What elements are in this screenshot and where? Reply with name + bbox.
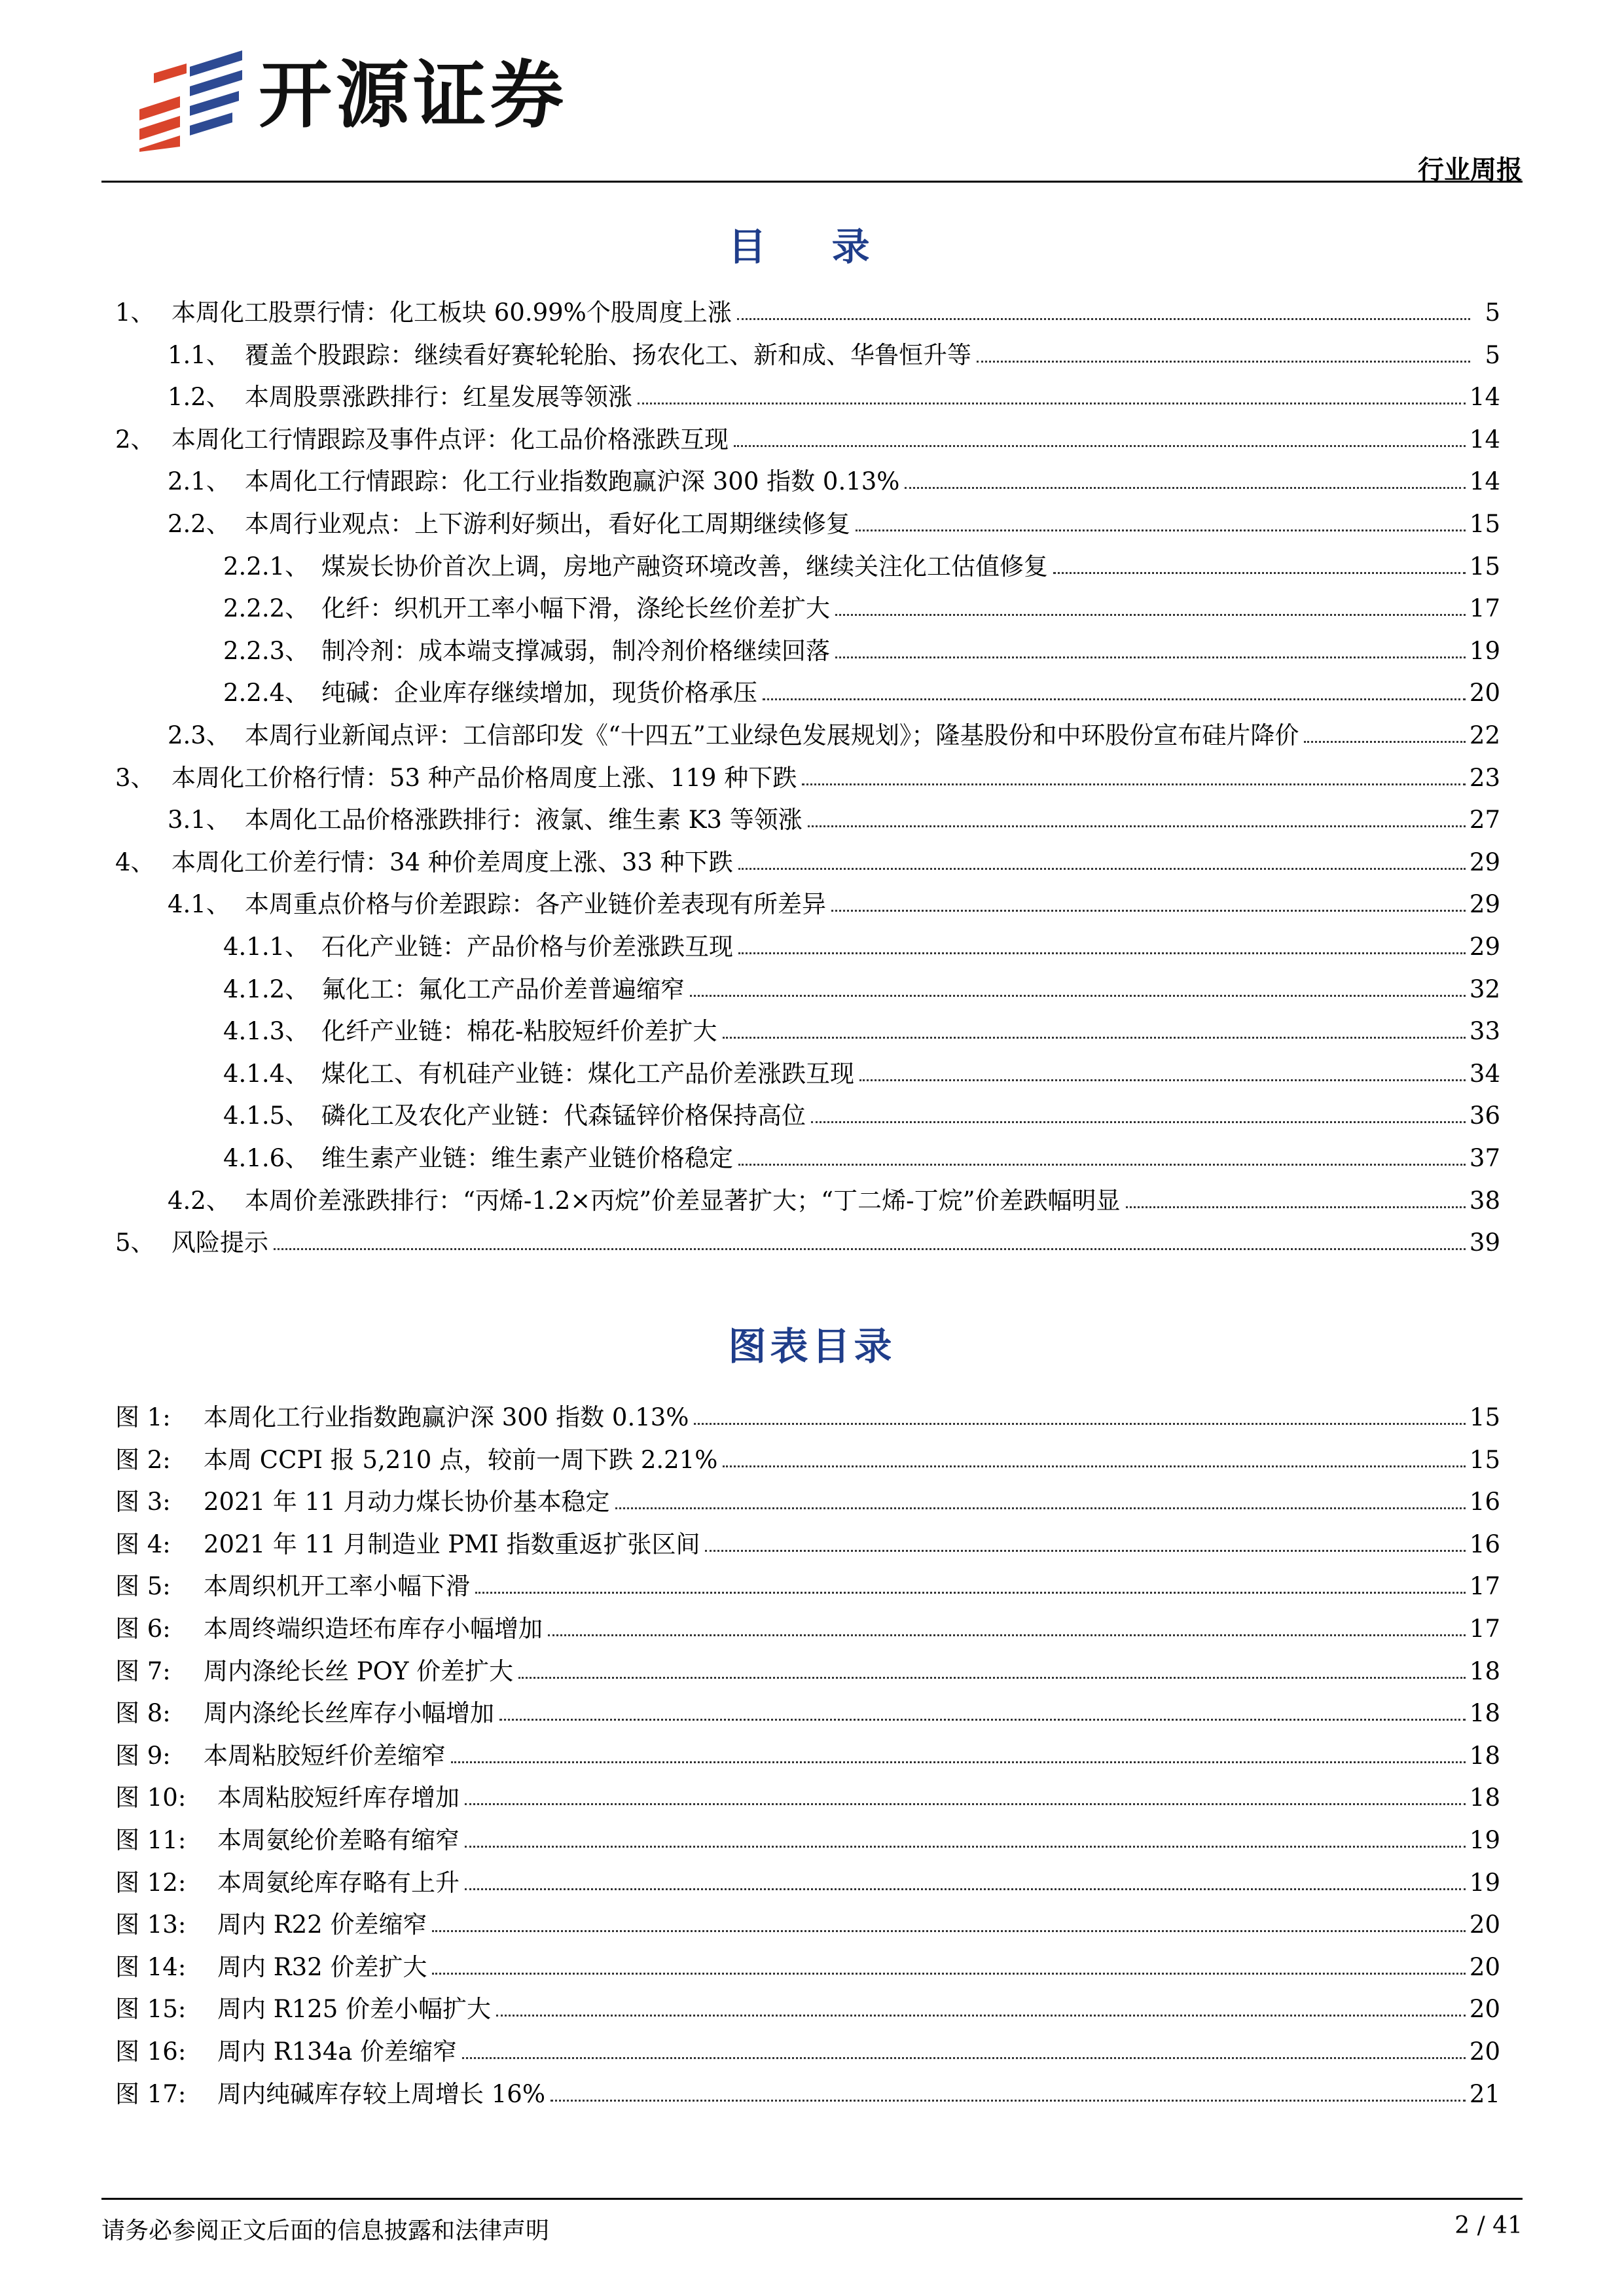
dot-leader: [465, 1888, 1466, 1890]
entry-page-number: 21: [1469, 2079, 1500, 2108]
entry-page-number: 19: [1469, 1868, 1500, 1897]
toc-entry[interactable]: [115, 494, 1500, 536]
dot-leader: [550, 2100, 1466, 2102]
entry-number: 2.2.3、: [223, 636, 310, 665]
entry-page-number: 16: [1469, 1488, 1500, 1516]
figure-entry[interactable]: [115, 1430, 1500, 1472]
entry-page-number: 33: [1469, 1017, 1500, 1046]
entry-page-number: 15: [1469, 1403, 1500, 1431]
entry-page-number: 38: [1469, 1186, 1500, 1215]
figure-entry[interactable]: [115, 1979, 1500, 2024]
figure-entry[interactable]: [115, 1641, 1500, 1683]
entry-title: 本周化工行情跟踪及事件点评：化工品价格涨跌互现: [171, 425, 729, 454]
entry-number: 2.3、: [168, 721, 230, 749]
entry-page-number: 15: [1469, 552, 1500, 581]
dot-leader: [615, 1507, 1466, 1509]
entry-title: 本周化工股票行情：化工板块 60.99%个股周度上涨: [171, 298, 732, 327]
entry-title: 本周行业新闻点评：工信部印发《“十四五”工业绿色发展规划》；隆基股份和中环股份宣布硅片降价: [245, 721, 1299, 749]
dot-leader: [802, 783, 1466, 785]
entry-title: 化纤产业链：棉花-粘胶短纤价差扩大: [321, 1017, 717, 1046]
toc-entry[interactable]: [115, 874, 1500, 919]
entry-number: 2.1、: [168, 467, 230, 496]
toc-title: 目 录: [728, 224, 896, 269]
entry-page-number: 18: [1469, 1784, 1500, 1812]
entry-title: 2021 年 11 月动力煤长协价基本稳定: [204, 1488, 610, 1516]
entry-page-number: 36: [1469, 1102, 1500, 1130]
entry-number: 图 12:: [115, 1868, 187, 1897]
dot-leader: [690, 995, 1466, 997]
entry-title: 周内 R134a 价差缩窄: [217, 2037, 458, 2066]
dot-leader: [859, 1079, 1466, 1081]
entry-number: 图 16:: [115, 2037, 187, 2066]
entry-number: 1.1、: [168, 340, 230, 369]
dot-leader: [734, 445, 1466, 447]
figure-entry[interactable]: [115, 1556, 1500, 1601]
figure-entry[interactable]: [115, 1937, 1500, 1979]
entry-page-number: 20: [1469, 1995, 1500, 2024]
dot-leader: [462, 2057, 1466, 2059]
figures-title: 图表目录: [728, 1324, 896, 1369]
toc-entry[interactable]: [115, 283, 1500, 325]
toc-entry[interactable]: [115, 748, 1500, 790]
entry-page-number: 20: [1469, 1910, 1500, 1939]
dot-leader: [977, 361, 1470, 363]
toc-entry[interactable]: [115, 621, 1500, 663]
entry-number: 1、: [115, 298, 155, 327]
figure-entry[interactable]: [115, 1810, 1500, 1852]
entry-title: 本周粘胶短纤价差缩窄: [204, 1741, 446, 1770]
entry-title: 周内 R32 价差扩大: [217, 1952, 427, 1981]
dot-leader: [835, 614, 1466, 616]
entry-number: 4、: [115, 848, 155, 876]
entry-number: 图 4:: [115, 1530, 171, 1558]
dot-leader: [856, 529, 1466, 531]
entry-title: 煤化工、有机硅产业链：煤化工产品价差涨跌互现: [321, 1059, 854, 1088]
dot-leader: [835, 656, 1466, 658]
dot-leader: [465, 1803, 1466, 1805]
entry-title: 本周价差涨跌排行：“丙烯-1.2×丙烷”价差显著扩大；“丁二烯-丁烷”价差跌幅明显: [245, 1186, 1121, 1215]
entry-number: 4.1.6、: [223, 1144, 310, 1172]
dot-leader: [723, 1037, 1466, 1039]
toc-entry[interactable]: [115, 410, 1500, 452]
figure-entry[interactable]: [115, 1726, 1500, 1768]
entry-number: 5、: [115, 1229, 155, 1257]
entry-title: 本周氨纶库存略有上升: [217, 1868, 460, 1897]
entry-number: 图 5:: [115, 1572, 171, 1601]
entry-number: 4.2、: [168, 1186, 230, 1215]
entry-title: 覆盖个股跟踪：继续看好赛轮轮胎、扬农化工、新和成、华鲁恒升等: [245, 340, 971, 369]
entry-title: 本周股票涨跌排行：红星发展等领涨: [245, 383, 632, 412]
dot-leader: [1126, 1206, 1466, 1208]
entry-title: 本周化工价格行情：53 种产品价格周度上涨、119 种下跌: [171, 763, 797, 792]
entry-page-number: 18: [1469, 1657, 1500, 1685]
dot-leader: [432, 1973, 1465, 1975]
entry-number: 2.2、: [168, 510, 230, 538]
document-type: 行业周报: [1418, 154, 1523, 185]
entry-title: 磷化工及农化产业链：代森锰锌价格保持高位: [321, 1102, 806, 1130]
entry-page-number: 20: [1469, 1952, 1500, 1981]
entry-page-number: 18: [1469, 1741, 1500, 1770]
figure-entry[interactable]: [115, 1768, 1500, 1810]
entry-number: 图 6:: [115, 1615, 171, 1643]
entry-number: 图 10:: [115, 1784, 187, 1812]
entry-title: 本周织机开工率小幅下滑: [204, 1572, 470, 1601]
toc-entry[interactable]: [115, 537, 1500, 579]
entry-title: 维生素产业链：维生素产业链价格稳定: [321, 1144, 733, 1172]
entry-page-number: 14: [1469, 467, 1500, 496]
dot-leader: [723, 1465, 1466, 1467]
logo-mark-icon: [134, 47, 245, 152]
dot-leader: [694, 1423, 1465, 1425]
toc-entry[interactable]: [115, 325, 1500, 367]
toc-entry[interactable]: [115, 917, 1500, 959]
entry-number: 3、: [115, 763, 155, 792]
dot-leader: [1304, 741, 1466, 743]
entry-number: 图 14:: [115, 1952, 187, 1981]
entry-title: 周内 R22 价差缩窄: [217, 1910, 427, 1939]
footer-disclaimer: 请务必参阅正文后面的信息披露和法律声明: [101, 2217, 550, 2244]
entry-page-number: 17: [1469, 1615, 1500, 1643]
dot-leader: [548, 1634, 1466, 1636]
entry-title: 本周氨纶价差略有缩窄: [217, 1826, 460, 1854]
entry-number: 图 9:: [115, 1741, 171, 1770]
entry-page-number: 29: [1469, 890, 1500, 919]
entry-title: 本周重点价格与价差跟踪：各产业链价差表现有所差异: [245, 890, 826, 919]
toc-entry[interactable]: [115, 1086, 1500, 1128]
dot-leader: [499, 1719, 1466, 1721]
entry-number: 图 11:: [115, 1826, 187, 1854]
dot-leader: [905, 487, 1465, 489]
entry-number: 图 15:: [115, 1995, 187, 2024]
entry-page-number: 16: [1469, 1530, 1500, 1558]
dot-leader: [811, 1121, 1466, 1123]
entry-number: 2、: [115, 425, 155, 454]
entry-title: 氟化工：氟化工产品价差普遍缩窄: [321, 975, 685, 1003]
entry-page-number: 23: [1469, 763, 1500, 792]
entry-title: 周内纯碱库存较上周增长 16%: [217, 2079, 545, 2108]
entry-title: 本周粘胶短纤库存增加: [217, 1784, 460, 1812]
dot-leader: [763, 698, 1466, 700]
toc-entry[interactable]: [115, 1171, 1500, 1213]
entry-page-number: 14: [1469, 425, 1500, 454]
figure-entry[interactable]: [115, 2022, 1500, 2064]
entry-page-number: 15: [1469, 1445, 1500, 1474]
entry-title: 本周化工行情跟踪：化工行业指数跑赢沪深 300 指数 0.13%: [245, 467, 900, 496]
entry-number: 图 7:: [115, 1657, 171, 1685]
entry-title: 石化产业链：产品价格与价差涨跌互现: [321, 933, 733, 961]
entry-number: 4.1.3、: [223, 1017, 310, 1046]
dot-leader: [274, 1248, 1466, 1250]
page-number: 2 / 41: [1454, 2212, 1523, 2239]
entry-number: 2.2.1、: [223, 552, 310, 581]
entry-page-number: 22: [1469, 721, 1500, 749]
toc-entry[interactable]: [115, 1213, 1500, 1255]
figure-entry[interactable]: [115, 1388, 1500, 1429]
dot-leader: [1053, 572, 1466, 574]
figure-entry[interactable]: [115, 1683, 1500, 1728]
dot-leader: [451, 1761, 1466, 1763]
toc-entry[interactable]: [115, 1044, 1500, 1086]
entry-page-number: 37: [1469, 1144, 1500, 1172]
entry-page-number: 5: [1485, 340, 1500, 369]
entry-number: 图 17:: [115, 2079, 187, 2108]
entry-page-number: 17: [1469, 594, 1500, 623]
entry-title: 风险提示: [171, 1229, 268, 1257]
entry-title: 煤炭长协价首次上调，房地产融资环境改善，继续关注化工估值修复: [321, 552, 1048, 581]
entry-page-number: 19: [1469, 1826, 1500, 1854]
dot-leader: [518, 1677, 1466, 1679]
entry-title: 周内涤纶长丝 POY 价差扩大: [204, 1657, 514, 1685]
entry-number: 图 8:: [115, 1699, 171, 1728]
figure-entry[interactable]: [115, 1853, 1500, 1895]
toc-entry[interactable]: [115, 960, 1500, 1001]
entry-number: 4.1.4、: [223, 1059, 310, 1088]
entry-title: 制冷剂：成本端支撑减弱，制冷剂价格继续回落: [321, 636, 830, 665]
entry-number: 1.2、: [168, 383, 230, 412]
entry-number: 图 1:: [115, 1403, 171, 1431]
entry-number: 图 2:: [115, 1445, 171, 1474]
entry-title: 本周化工品价格涨跌排行：液氯、维生素 K3 等领涨: [245, 806, 803, 834]
entry-number: 图 13:: [115, 1910, 187, 1939]
dot-leader: [831, 910, 1466, 912]
dot-leader: [737, 318, 1470, 320]
dot-leader: [465, 1846, 1466, 1848]
entry-number: 3.1、: [168, 806, 230, 834]
dot-leader: [738, 1164, 1466, 1166]
entry-title: 本周 CCPI 报 5,210 点，较前一周下跌 2.21%: [204, 1445, 718, 1474]
entry-page-number: 15: [1469, 510, 1500, 538]
entry-page-number: 29: [1469, 933, 1500, 961]
dot-leader: [475, 1592, 1466, 1594]
entry-title: 周内涤纶长丝库存小幅增加: [204, 1699, 494, 1728]
toc-entry[interactable]: [115, 452, 1500, 496]
entry-page-number: 17: [1469, 1572, 1500, 1601]
company-name: 开源证券: [259, 53, 568, 138]
figure-entry[interactable]: [115, 2064, 1500, 2106]
company-logo: [134, 47, 605, 152]
entry-page-number: 39: [1469, 1229, 1500, 1257]
figure-entry[interactable]: [115, 1472, 1500, 1514]
dot-leader: [808, 825, 1466, 827]
entry-page-number: 34: [1469, 1059, 1500, 1088]
entry-page-number: 20: [1469, 679, 1500, 708]
toc-entry[interactable]: [115, 706, 1500, 747]
entry-number: 4.1.1、: [223, 933, 310, 961]
entry-page-number: 19: [1469, 636, 1500, 665]
dot-leader: [432, 1930, 1465, 1932]
entry-title: 本周化工价差行情：34 种价差周度上涨、33 种下跌: [171, 848, 733, 876]
dot-leader: [738, 868, 1466, 870]
entry-number: 图 3:: [115, 1488, 171, 1516]
toc-entry[interactable]: [115, 579, 1500, 623]
entry-title: 本周行业观点：上下游利好频出，看好化工周期继续修复: [245, 510, 850, 538]
figure-entry[interactable]: [115, 1895, 1500, 1937]
toc-entry[interactable]: [115, 790, 1500, 832]
figure-entry[interactable]: [115, 1599, 1500, 1641]
toc-entry[interactable]: [115, 663, 1500, 708]
entry-number: 2.2.2、: [223, 594, 310, 623]
toc-entry[interactable]: [115, 833, 1500, 874]
dot-leader: [638, 403, 1466, 404]
entry-title: 纯碱：企业库存继续增加，现货价格承压: [321, 679, 757, 708]
figure-entry[interactable]: [115, 1515, 1500, 1556]
entry-number: 4.1.5、: [223, 1102, 310, 1130]
entry-title: 化纤：织机开工率小幅下滑，涤纶长丝价差扩大: [321, 594, 830, 623]
entry-title: 2021 年 11 月制造业 PMI 指数重返扩张区间: [204, 1530, 700, 1558]
toc-entry[interactable]: [115, 367, 1500, 412]
entry-number: 2.2.4、: [223, 679, 310, 708]
entry-page-number: 32: [1469, 975, 1500, 1003]
toc-entry[interactable]: [115, 1128, 1500, 1170]
toc-entry[interactable]: [115, 1001, 1500, 1046]
header-divider: [101, 181, 1523, 183]
entry-page-number: 5: [1485, 298, 1500, 327]
entry-page-number: 20: [1469, 2037, 1500, 2066]
entry-title: 本周化工行业指数跑赢沪深 300 指数 0.13%: [204, 1403, 689, 1431]
entry-number: 4.1.2、: [223, 975, 310, 1003]
entry-title: 周内 R125 价差小幅扩大: [217, 1995, 492, 2024]
entry-number: 4.1、: [168, 890, 230, 919]
entry-page-number: 29: [1469, 848, 1500, 876]
dot-leader: [496, 2015, 1466, 2017]
entry-page-number: 14: [1469, 383, 1500, 412]
entry-page-number: 18: [1469, 1699, 1500, 1728]
footer-divider: [101, 2198, 1523, 2200]
dot-leader: [738, 952, 1466, 954]
entry-title: 本周终端织造坯布库存小幅增加: [204, 1615, 543, 1643]
entry-page-number: 27: [1469, 806, 1500, 834]
dot-leader: [705, 1550, 1465, 1552]
